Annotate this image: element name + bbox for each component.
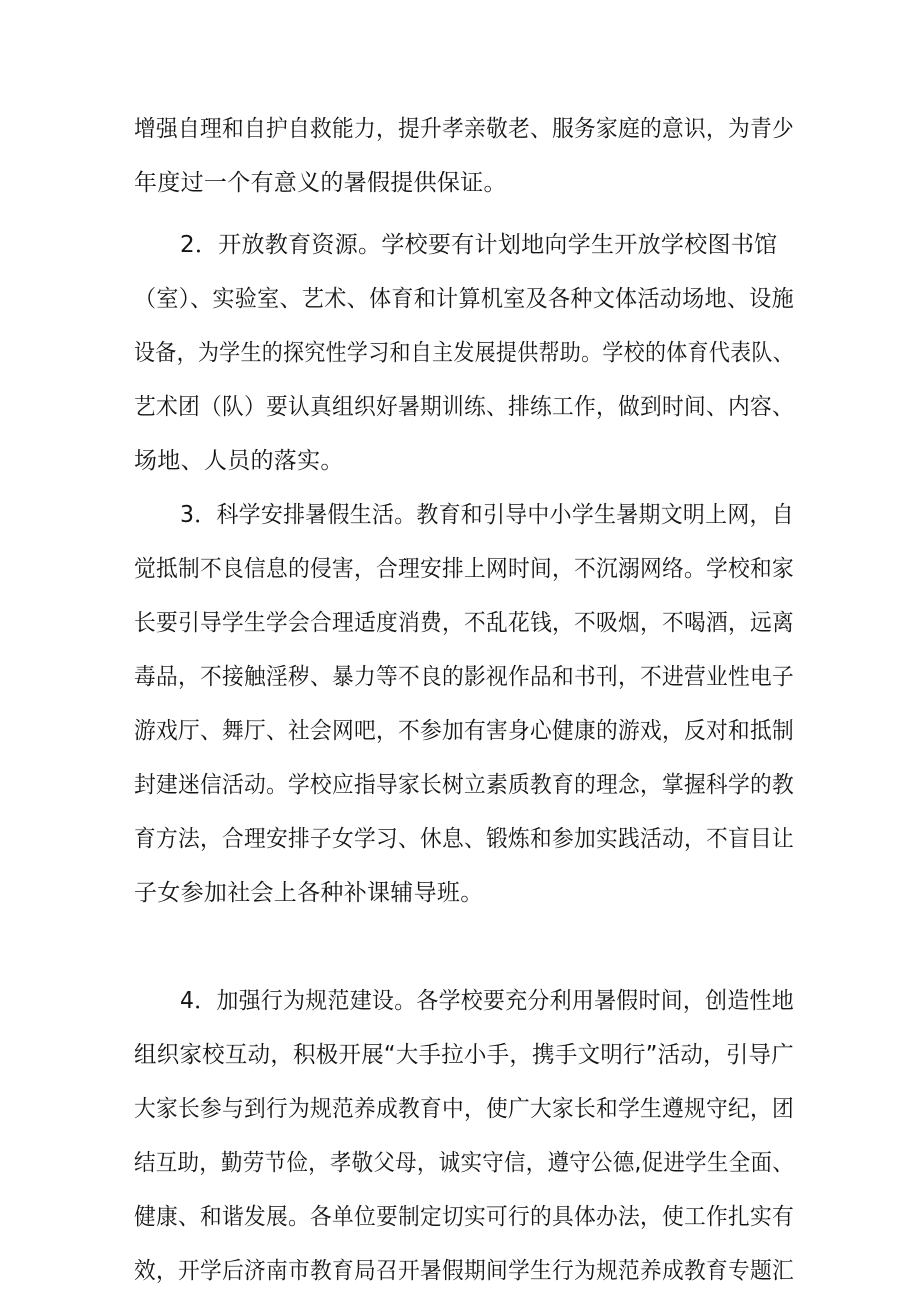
paragraph-continuation <box>134 102 794 210</box>
text-line: 健康、和谐发展。各单位要制定切实可行的具体办法，使工作扎实有 <box>134 1204 794 1230</box>
text-line: 育方法，合理安排子女学习、休息、锻炼和参加实践活动，不盲目让 <box>134 826 794 852</box>
text-line: 3．科学安排暑假生活。教育和引导中小学生暑期文明上网，自 <box>180 502 794 528</box>
text-line: 年度过一个有意义的暑假提供保证。 <box>134 170 507 196</box>
text-line: （室）、实验室、艺术、体育和计算机室及各种文体活动场地、设施 <box>134 286 794 312</box>
text-line: 增强自理和自护自救能力，提升孝亲敬老、服务家庭的意识，为青少 <box>134 116 794 142</box>
text-line: 大家长参与到行为规范养成教育中，使广大家长和学生遵规守纪，团 <box>134 1096 794 1122</box>
text-line: 封建迷信活动。学校应指导家长树立素质教育的理念，掌握科学的教 <box>134 772 794 798</box>
text-line: 效，开学后济南市教育局召开暑假期间学生行为规范养成教育专题汇 <box>134 1258 794 1284</box>
text-line: 艺术团（队）要认真组织好暑期训练、排练工作，做到时间、内容、 <box>134 394 794 420</box>
text-line: 子女参加社会上各种补课辅导班。 <box>134 880 484 906</box>
text-line: 游戏厅、舞厅、社会网吧，不参加有害身心健康的游戏，反对和抵制 <box>134 718 794 744</box>
paragraph-open-resources <box>134 218 794 488</box>
paragraph-behavior-norms <box>134 974 794 1298</box>
text-line: 2．开放教育资源。学校要有计划地向学生开放学校图书馆 <box>180 232 778 258</box>
text-line: 结互助，勤劳节俭，孝敬父母，诚实守信，遵守公德,促进学生全面、 <box>134 1150 794 1176</box>
text-line: 场地、人员的落实。 <box>134 448 344 474</box>
text-line: 毒品，不接触淫秽、暴力等不良的影视作品和书刊，不进营业性电子 <box>134 664 794 690</box>
text-line: 组织家校互动，积极开展“大手拉小手，携手文明行”活动，引导广 <box>134 1042 794 1068</box>
paragraph-summer-life <box>134 488 794 920</box>
text-line: 4．加强行为规范建设。各学校要充分利用暑假时间，创造性地 <box>180 988 794 1014</box>
text-line: 长要引导学生学会合理适度消费，不乱花钱，不吸烟，不喝酒，远离 <box>134 610 794 636</box>
text-line: 觉抵制不良信息的侵害，合理安排上网时间，不沉溺网络。学校和家 <box>134 556 794 582</box>
text-line: 设备，为学生的探究性学习和自主发展提供帮助。学校的体育代表队、 <box>134 340 794 366</box>
